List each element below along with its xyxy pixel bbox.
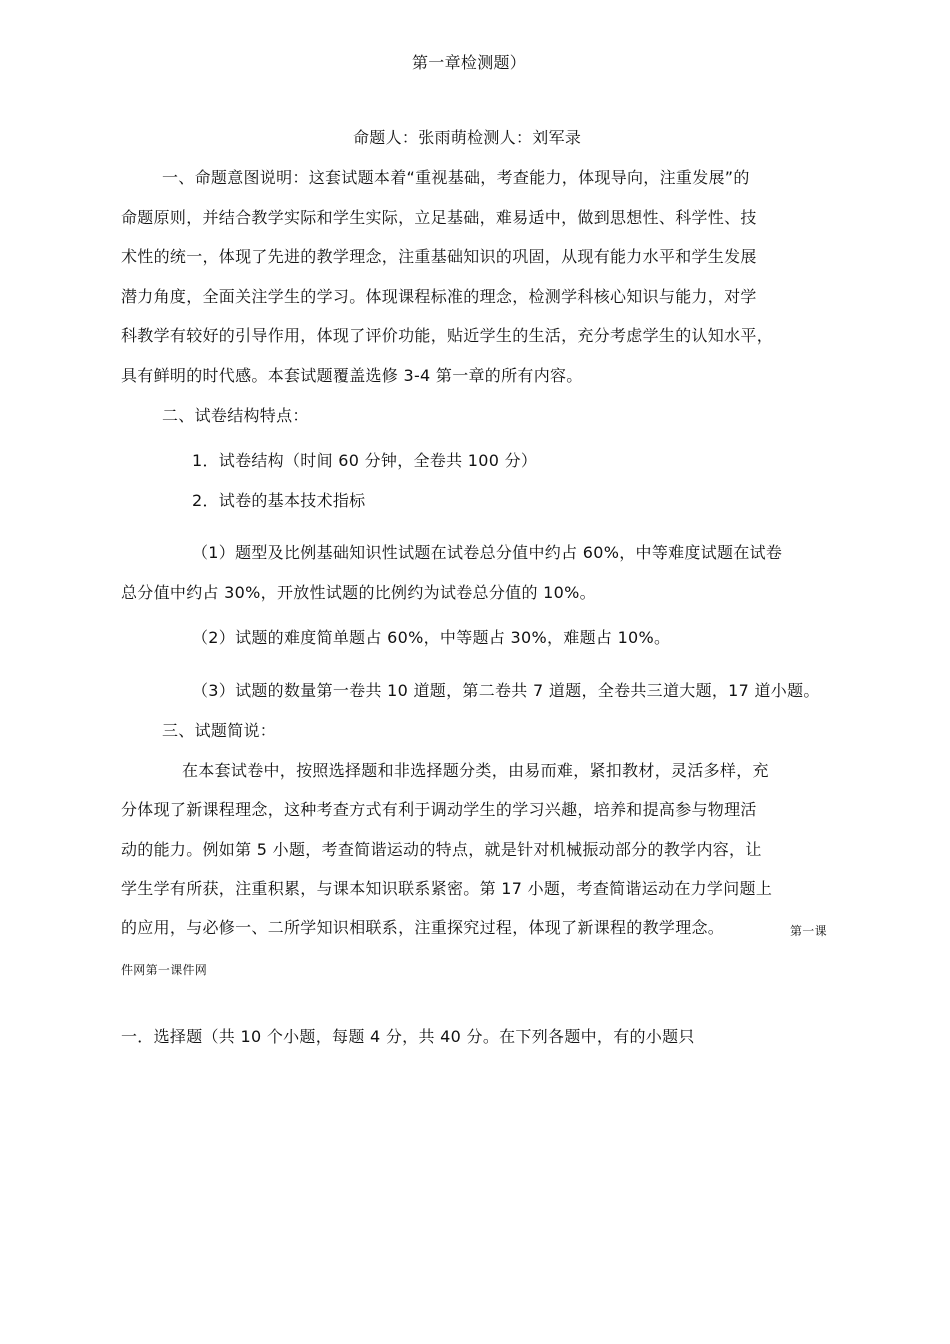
section1-line: 具有鲜明的时代感。本套试题覆盖选修 3-4 第一章的所有内容。: [121, 366, 583, 385]
section2-subitem-1-cont: 总分值中约占 30%，开放性试题的比例约为试卷总分值的 10%。: [121, 583, 596, 602]
section2-subitem-2: （2）试题的难度简单题占 60%，中等题占 30%，难题占 10%。: [192, 628, 671, 647]
watermark-text: 件网第一课件网: [121, 963, 208, 977]
section1-line: 科教学有较好的引导作用，体现了评价功能，贴近学生的生活，充分考虑学生的认知水平，: [121, 326, 774, 345]
section3-line: 在本套试卷中，按照选择题和非选择题分类，由易而难，紧扣教材，灵活多样，充: [182, 761, 769, 780]
author-line: 命题人：张雨萌检测人：刘军录: [353, 128, 582, 147]
question-heading: 一．选择题（共 10 个小题，每题 4 分，共 40 分。在下列各题中，有的小题只: [121, 1027, 695, 1046]
section3-line: 动的能力。例如第 5 小题，考查简谐运动的特点，就是针对机械振动部分的教学内容，让: [121, 840, 762, 859]
section3-line: 学生学有所获，注重积累，与课本知识联系紧密。第 17 小题，考查简谐运动在力学问题上: [121, 879, 773, 898]
section1-line: 潜力角度，全面关注学生的学习。体现课程标准的理念，检测学科核心知识与能力，对学: [121, 287, 757, 306]
section2-heading: 二、试卷结构特点：: [162, 406, 309, 425]
section3-line: 的应用，与必修一、二所学知识相联系，注重探究过程，体现了新课程的教学理念。: [121, 918, 725, 937]
section3-heading: 三、试题简说：: [162, 721, 277, 740]
section2-item-structure: 1．试卷结构（时间 60 分钟，全卷共 100 分）: [192, 451, 538, 470]
section3-line: 分体现了新课程理念，这种考查方式有利于调动学生的学习兴趣，培养和提高参与物理活: [121, 800, 757, 819]
document-title: 第一章检测题）: [412, 53, 527, 72]
section1-line: 术性的统一，体现了先进的教学理念，注重基础知识的巩固，从现有能力水平和学生发展: [121, 247, 757, 266]
section2-subitem-1: （1）题型及比例基础知识性试题在试卷总分值中约占 60%，中等难度试题在试卷: [192, 543, 783, 562]
section2-item-indicators: 2．试卷的基本技术指标: [192, 491, 366, 510]
section1-line: 一、命题意图说明：这套试题本着“重视基础，考查能力，体现导向，注重发展”的: [162, 168, 750, 187]
watermark-text: 第一课: [790, 924, 827, 938]
section2-subitem-3: （3）试题的数量第一卷共 10 道题，第二卷共 7 道题，全卷共三道大题，17 道小题。: [192, 681, 820, 700]
section1-line: 命题原则，并结合教学实际和学生实际，立足基础，难易适中，做到思想性、科学性、技: [121, 208, 757, 227]
